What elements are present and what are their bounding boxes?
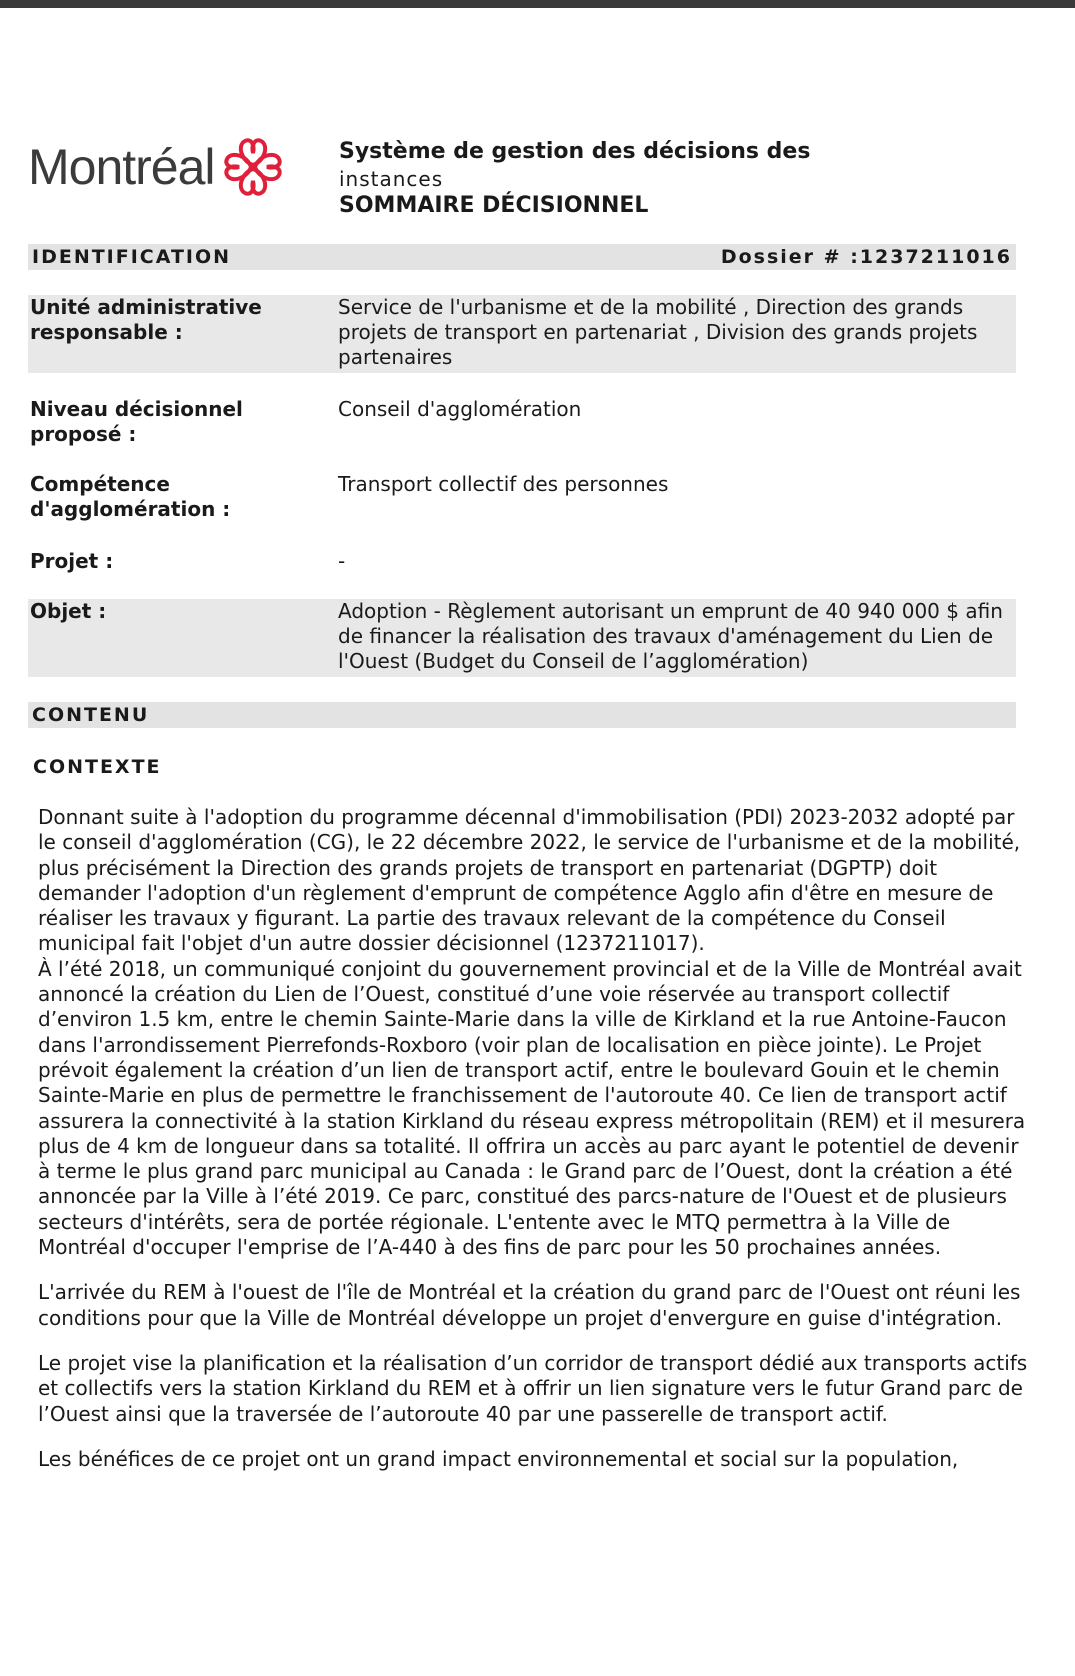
table-row [28,397,1016,449]
field-value: Transport collectif des personnes [338,472,669,496]
field-value: - [338,549,346,573]
table-row [28,549,1016,579]
field-label: Compétence d'agglomération : [30,472,231,521]
field-label: Unité administrative responsable : [30,295,262,344]
contenu-band [28,702,1016,728]
section-title: CONTEXTE [33,756,162,778]
paragraph: L'arrivée du REM à l'ouest de l'île de Montréal et la création du grand parc de l'Ouest ont réuni les conditions pour que la Ville de Montréal développe un projet d'envergure en guise d'intégration. [38,1280,1021,1330]
field-label: Objet : [30,599,107,623]
field-label: Projet : [30,549,114,573]
rosette-icon [221,135,285,199]
logo-text: Montréal [28,139,215,195]
table-row [28,295,1016,373]
field-label: Niveau décisionnel proposé : [30,397,243,446]
field-value: Service de l'urbanisme et de la mobilité , Direction des grands projets de transport en partenariat , Division des grands projets partenaires [338,295,978,369]
system-title: Système de gestion des décisions des [339,139,811,164]
dossier-number: Dossier # :1237211016 [720,246,1012,268]
field-value: Adoption - Règlement autorisant un emprunt de 40 940 000 $ afin de financer la réalisation des travaux d'aménagement du Lien de l'Ouest (Budget du Conseil de l’agglomération) [338,599,1003,673]
identification-band [28,244,1016,270]
contenu-label: CONTENU [32,704,150,726]
field-value: Conseil d'agglomération [338,397,582,421]
paragraph: Donnant suite à l'adoption du programme décennal d'immobilisation (PDI) 2023-2032 adopté par le conseil d'agglomération (CG), le 22 décembre 2022, le service de l'urbanisme et de la mobilité, plus précisément la Direction des grands projets de transport en partenariat (DGPTP) doit demander l'adoption d'un règlement d'emprunt de compétence Agglo afin d'être en mesure de réaliser les travaux y figurant. La partie des travaux relevant de la compétence du Conseil municipal fait l'objet d'un autre dossier décisionnel (1237211017). [38,805,1021,956]
paragraph: Le projet vise la planification et la réalisation d’un corridor de transport dédié aux transports actifs et collectifs vers la station Kirkland du REM et à offrir un lien signature vers le futur Grand parc de l’Ouest ainsi que la traversée de l’autoroute 40 par une passerelle de transport actif. [38,1350,1028,1426]
document-header [339,138,810,220]
paragraph: À l’été 2018, un communiqué conjoint du gouvernement provincial et de la Ville de Montréal avait annoncé la création du Lien de l’Ouest, constitué d’une voie réservée au transport collectif d’environ 1.5 km, entre le chemin Sainte-Marie dans la ville de Kirkland et la rue Antoine-Faucon dans l'arrondissement Pierrefonds-Roxboro (voir plan de localisation en pièce jointe). Le Projet prévoit également la création d’un lien de transport actif, entre le boulevard Gouin et le chemin Sainte-Marie en plus de permettre le franchissement de l'autoroute 40. Ce lien de transport actif assurera la connectivité à la station Kirkland du réseau express métropolitain (REM) et il mesurera plus de 4 km de longueur dans sa totalité. Il offrira un accès au parc ayant le potentiel de devenir à terme le plus grand parc municipal au Canada : le Grand parc de l’Ouest, dont la création a été annoncée par la Ville à l’été 2019. Ce parc, constitué des parcs-nature de l'Ouest et de plusieurs secteurs d'intérêts, sera de portée régionale. L'entente avec le MTQ permettra à la Ville de Montréal d'occuper l'emprise de l’A-440 à des fins de parc pour les 50 prochaines années. [38,956,1026,1260]
document-body [38,805,1028,1492]
top-bar [0,0,1075,8]
document-type: SOMMAIRE DÉCISIONNEL [339,193,649,218]
system-title-cont: instances [339,167,444,191]
paragraph: Les bénéfices de ce projet ont un grand impact environnemental et social sur la population, [38,1446,959,1471]
table-row [28,472,1016,524]
identification-label: IDENTIFICATION [32,246,232,268]
montreal-logo [28,133,285,201]
table-row [28,599,1016,677]
